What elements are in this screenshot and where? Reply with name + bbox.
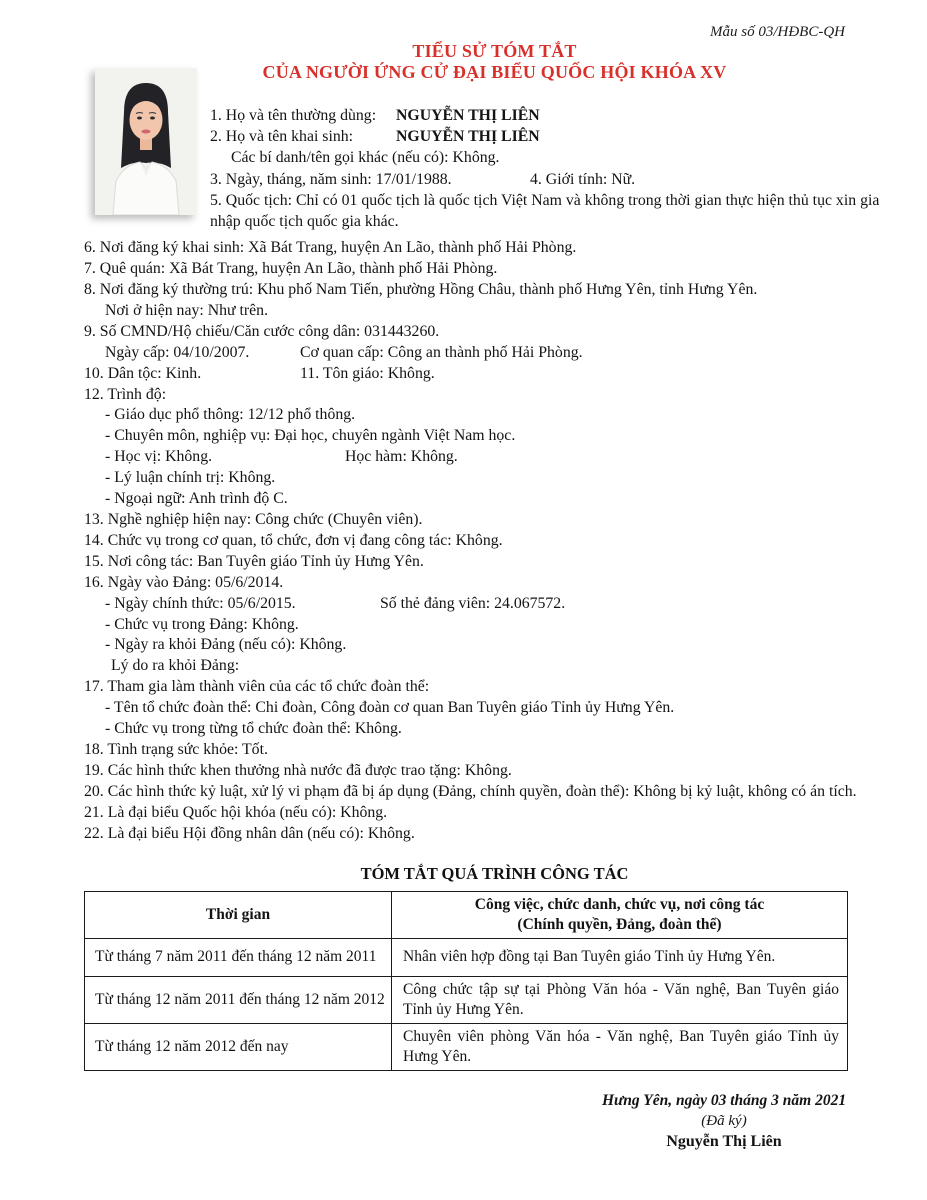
header-work bbox=[392, 891, 848, 938]
table-row bbox=[85, 1023, 848, 1070]
field-id-issue-date: Ngày cấp: 04/10/2007. bbox=[105, 343, 250, 361]
personal-info-intro bbox=[210, 105, 907, 232]
form-code: Mẫu số 03/HĐBC-QH bbox=[710, 24, 845, 40]
field-awards: 19. Các hình thức khen thưởng nhà nước đã được trao tặng: Không. bbox=[84, 761, 512, 779]
field-party-leave-reason: Lý do ra khỏi Đảng: bbox=[111, 657, 240, 675]
signature-signed-note: (Đã ký) bbox=[701, 1112, 747, 1129]
field-org-membership-header: 17. Tham gia làm thành viên của các tổ chức đoàn thể: bbox=[84, 678, 430, 696]
row-time: Từ tháng 12 năm 2011 đến tháng 12 năm 2012 bbox=[85, 976, 392, 1023]
table-row bbox=[85, 976, 848, 1023]
field-org-position: - Chức vụ trong từng tổ chức đoàn thể: Không. bbox=[105, 720, 402, 738]
field-id-issue-org: Cơ quan cấp: Công an thành phố Hải Phòng. bbox=[300, 343, 583, 361]
field-ethnicity: 10. Dân tộc: Kinh. bbox=[84, 364, 202, 382]
candidate-photo bbox=[95, 68, 197, 215]
personal-info-body bbox=[84, 238, 905, 844]
birth-name-value: NGUYỄN THỊ LIÊN bbox=[396, 128, 540, 146]
field-dob: 3. Ngày, tháng, năm sinh: 17/01/1988. bbox=[210, 170, 452, 188]
field-edu-degree-title bbox=[84, 447, 905, 468]
field-edu-general: - Giáo dục phổ thông: 12/12 phổ thông. bbox=[105, 406, 356, 424]
title-line2: CỦA NGƯỜI ỨNG CỬ ĐẠI BIỂU QUỐC HỘI KHÓA XV bbox=[262, 62, 727, 82]
field-alias: Các bí danh/tên gọi khác (nếu có): Không. bbox=[231, 149, 500, 167]
field-org-name: - Tên tổ chức đoàn thể: Chi đoàn, Công đoàn cơ quan Ban Tuyên giáo Tỉnh ủy Hưng Yên. bbox=[105, 699, 675, 717]
field-edu-language: - Ngoại ngữ: Anh trình độ C. bbox=[105, 490, 288, 508]
field-edu-title: Học hàm: Không. bbox=[345, 448, 458, 466]
field-current-residence: Nơi ở hiện nay: Như trên. bbox=[105, 301, 269, 319]
field-birth-name bbox=[210, 126, 907, 147]
portrait-photo-illustration bbox=[95, 68, 197, 215]
field-party-official-date: - Ngày chính thức: 05/6/2015. bbox=[105, 594, 296, 612]
field-nationality: 5. Quốc tịch: Chỉ có 01 quốc tịch là quốc tịch Việt Nam và không trong thời gian thực hiện thủ tục xin gia nhập quốc tịch quốc gia khác. bbox=[210, 191, 880, 231]
common-name-label: 1. Họ và tên thường dùng: bbox=[210, 107, 377, 124]
field-council-delegate: 22. Là đại biểu Hội đồng nhân dân (nếu có): Không. bbox=[84, 824, 415, 842]
field-workplace: 15. Nơi công tác: Ban Tuyên giáo Tỉnh ủy Hưng Yên. bbox=[84, 552, 424, 570]
row-work: Chuyên viên phòng Văn hóa - Văn nghệ, Ban Tuyên giáo Tỉnh ủy Hưng Yên. bbox=[392, 1023, 848, 1070]
career-table-title: TÓM TẮT QUÁ TRÌNH CÔNG TÁC bbox=[360, 863, 629, 883]
row-work: Công chức tập sự tại Phòng Văn hóa - Văn nghệ, Ban Tuyên giáo Tỉnh ủy Hưng Yên. bbox=[392, 976, 848, 1023]
table-row bbox=[85, 938, 848, 976]
field-health: 18. Tình trạng sức khỏe: Tốt. bbox=[84, 740, 268, 758]
field-dob-gender bbox=[210, 169, 907, 190]
signature-block bbox=[559, 1091, 889, 1151]
header-time: Thời gian bbox=[85, 891, 392, 938]
field-na-delegate: 21. Là đại biểu Quốc hội khóa (nếu có): Không. bbox=[84, 803, 388, 821]
signature-signer-name: Nguyễn Thị Liên bbox=[666, 1132, 782, 1150]
field-hometown: 7. Quê quán: Xã Bát Trang, huyện An Lão, thành phố Hải Phòng. bbox=[84, 260, 498, 278]
birth-name-label: 2. Họ và tên khai sinh: bbox=[210, 128, 354, 146]
field-edu-professional: - Chuyên môn, nghiệp vụ: Đại học, chuyên ngành Việt Nam học. bbox=[105, 427, 516, 445]
field-gender: 4. Giới tính: Nữ. bbox=[530, 170, 636, 188]
field-edu-politics: - Lý luận chính trị: Không. bbox=[105, 469, 276, 487]
field-education-header: 12. Trình độ: bbox=[84, 385, 167, 403]
field-birth-place: 6. Nơi đăng ký khai sinh: Xã Bát Trang, huyện An Lão, thành phố Hải Phòng. bbox=[84, 239, 577, 257]
field-edu-degree: - Học vị: Không. bbox=[105, 448, 213, 466]
common-name-value: NGUYỄN THỊ LIÊN bbox=[396, 107, 540, 124]
header-work-line1: Công việc, chức danh, chức vụ, nơi công tác bbox=[474, 895, 765, 913]
field-id-number: 9. Số CMND/Hộ chiếu/Căn cước công dân: 031443260. bbox=[84, 322, 440, 340]
signature-place-date: Hưng Yên, ngày 03 tháng 3 năm 2021 bbox=[601, 1091, 847, 1109]
career-table-header-row bbox=[85, 891, 848, 938]
field-religion: 11. Tôn giáo: Không. bbox=[300, 364, 435, 382]
row-time: Từ tháng 7 năm 2011 đến tháng 12 năm 2011 bbox=[85, 938, 392, 976]
field-party-leave-date: - Ngày ra khỏi Đảng (nếu có): Không. bbox=[105, 636, 347, 654]
field-party-position: - Chức vụ trong Đảng: Không. bbox=[105, 615, 299, 633]
field-party-join-date: 16. Ngày vào Đảng: 05/6/2014. bbox=[84, 573, 284, 591]
row-time: Từ tháng 12 năm 2012 đến nay bbox=[85, 1023, 392, 1070]
field-party-official bbox=[84, 594, 905, 615]
field-ethnicity-religion bbox=[84, 364, 905, 385]
field-residence: 8. Nơi đăng ký thường trú: Khu phố Nam Tiến, phường Hồng Châu, thành phố Hưng Yên, tỉnh Hưng Yên. bbox=[84, 281, 758, 299]
field-discipline: 20. Các hình thức kỷ luật, xử lý vi phạm đã bị áp dụng (Đảng, chính quyền, đoàn thể): Không bị kỷ luật, không có án tích. bbox=[84, 782, 857, 800]
header-work-line2: (Chính quyền, Đảng, đoàn thể) bbox=[517, 915, 722, 933]
title-line1: TIỂU SỬ TÓM TẮT bbox=[412, 41, 577, 61]
field-occupation: 13. Nghề nghiệp hiện nay: Công chức (Chuyên viên). bbox=[84, 511, 423, 528]
field-id-issue bbox=[84, 343, 905, 364]
field-position: 14. Chức vụ trong cơ quan, tổ chức, đơn vị đang công tác: Không. bbox=[84, 531, 503, 549]
career-history-table bbox=[84, 891, 848, 1071]
field-common-name bbox=[210, 105, 907, 126]
row-work: Nhân viên hợp đồng tại Ban Tuyên giáo Tỉnh ủy Hưng Yên. bbox=[392, 938, 848, 976]
field-party-card-number: Số thẻ đảng viên: 24.067572. bbox=[380, 594, 566, 612]
